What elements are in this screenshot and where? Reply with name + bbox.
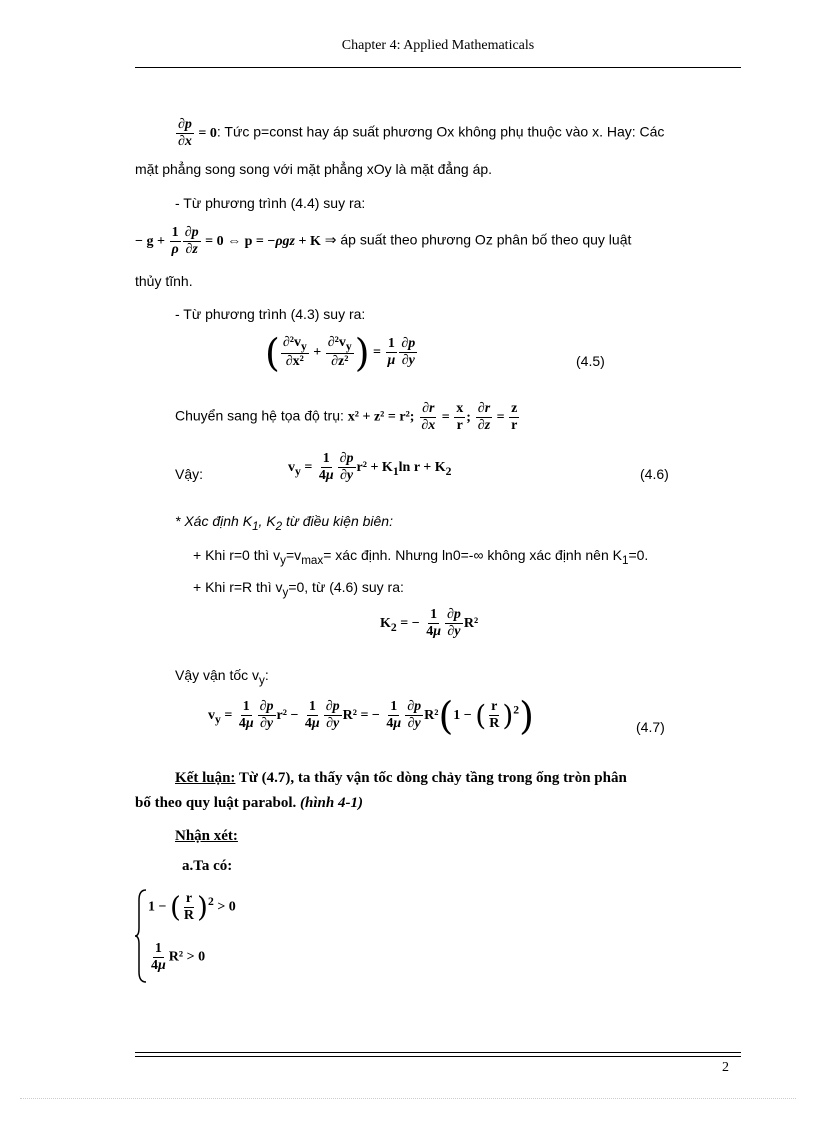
equation-4-5: ( $\frac{\partial^2v_y}{\text{∂x²}}$ + $\frac{\partial^2v_y}{\text{∂z²}}$ ) = $\frac{1}{\mu}$ $\frac{\partial p}{\partial y}$ bbox=[265, 330, 416, 375]
para-line-12: Vậy vận tốc $v_y$: bbox=[175, 667, 269, 687]
equation-4-6-number: (4.6) bbox=[640, 466, 669, 482]
equation-4-7: $v_y$ = $\frac{1}{4\mu}$ $\frac{\partial p}{\partial y}$ r² − $\frac{1}{4\mu}$ $\frac{\partial p}{\partial y}$ R² = − $\frac{1}{4\mu}$ $\frac{\partial p}{\partial y}$ R²(1 − ( $\frac{r}{R}$ )$^2$) bbox=[208, 693, 534, 738]
para-line-4: − g + $\frac{1}{\rho}$ $\frac{\partial p}{\partial z}$ = 0 ⇔ p = −ρgz + K ⇒ áp suất theo phương Oz phân bố theo quy luật bbox=[135, 225, 632, 257]
equation-k2: $K_2$ = − $\frac{1}{4\mu}$ $\frac{\partial p}{\partial y}$ R² bbox=[380, 607, 479, 639]
conclusion-line-1: Kết luận: Từ (4.7), ta thấy vận tốc dòng chảy tầng trong ống tròn phân bbox=[175, 770, 627, 786]
footer-rule-2 bbox=[135, 1056, 741, 1057]
equation-4-5-number: (4.5) bbox=[576, 353, 605, 369]
para-line-9: * Xác định $K_1$, $K_2$ từ điều kiện biên: bbox=[175, 513, 393, 533]
conclusion-line-2: bố theo quy luật parabol. (hình 4-1) bbox=[135, 795, 363, 811]
equation-4-7-number: (4.7) bbox=[636, 719, 665, 735]
para-line-2: mặt phẳng song song với mặt phẳng xOy là mặt đẳng áp. bbox=[135, 161, 493, 177]
header-rule bbox=[135, 67, 741, 68]
page-bottom-dotted-border bbox=[20, 1098, 796, 1099]
para-line-5: thủy tĩnh. bbox=[135, 273, 193, 289]
para-line-1: $\frac{\partial p}{\partial x}$ = 0: Tức p=const hay áp suất phương Ox không phụ thuộc vào x. Hay: Các bbox=[178, 117, 665, 149]
remark-label: Nhận xét: bbox=[175, 828, 238, 844]
para-line-6: - Từ phương trình (4.3) suy ra: bbox=[175, 306, 366, 322]
remark-a-label: a.Ta có: bbox=[182, 858, 233, 874]
page-header-title: Chapter 4: Applied Mathematicals bbox=[341, 38, 535, 53]
para-line-8: Vậy: bbox=[175, 466, 204, 482]
left-brace-icon bbox=[134, 888, 148, 984]
footer-rule-1 bbox=[135, 1052, 741, 1053]
para-line-10: + Khi r=0 thì $v_y=v_{max}=$ xác định. Nhưng ln0=-∞ không xác định nên $K_1=0$. bbox=[193, 547, 649, 567]
page-number: 2 bbox=[722, 1060, 729, 1075]
equation-4-6: $v_y$ = $\frac{1}{4\mu}$ $\frac{\partial p}{\partial y}$ $r^2 + K_1\ln$ $r + K_2$ bbox=[288, 451, 452, 483]
para-line-7: Chuyển sang hệ tọa độ trụ: x² + z² = r²; $\frac{\partial r}{\partial x}$ = $\frac{x}{r}$ ; $\frac{\partial r}{\partial z}$ = $\frac{z}{r}$ bbox=[175, 401, 518, 433]
para-line-11: + Khi r=R thì $v_y=0$, từ (4.6) suy ra: bbox=[193, 579, 404, 599]
para-line-3: - Từ phương trình (4.4) suy ra: bbox=[175, 195, 366, 211]
